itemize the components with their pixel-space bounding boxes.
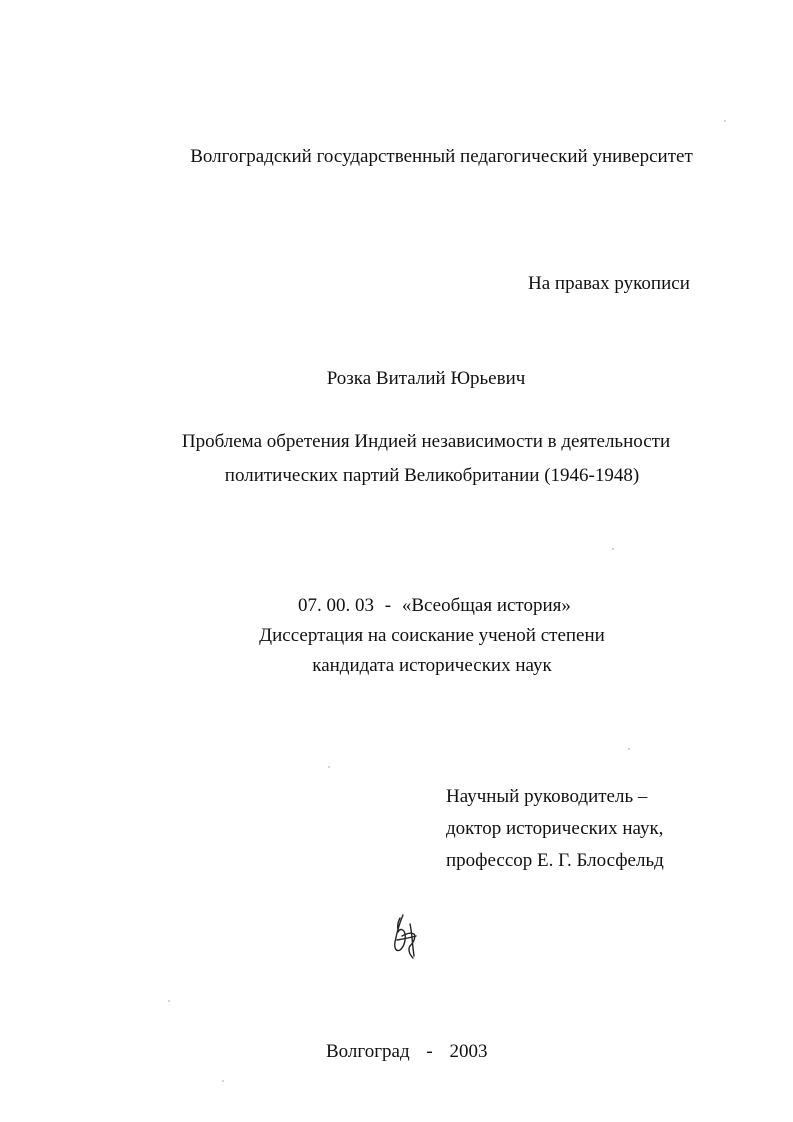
specialty-separator: - [384,595,392,616]
supervisor-line-2: доктор исторических наук, [446,818,664,839]
university-name: Волгоградский государственный педагогический университет [190,146,693,167]
thesis-title-line-1: Проблема обретения Индией независимости в деятельности [181,431,671,452]
author-name: Розка Виталий Юрьевич [326,368,526,389]
footer-year: 2003 [449,1041,488,1062]
supervisor-line-1: Научный руководитель – [446,786,648,807]
specialty-code: 07. 00. 03 [298,595,374,616]
specialty-name: «Всеобщая история» [401,595,571,616]
manuscript-rights-note: На правах рукописи [528,273,690,294]
thesis-title-line-2: политических партий Великобритании (1946-1948) [224,465,640,486]
specialty [298,596,571,615]
signature-mark [388,912,424,964]
degree-line-1: Диссертация на соискание ученой степени [259,625,605,646]
degree-line-2: кандидата исторических наук [312,655,552,676]
footer-city: Волгоград [326,1041,410,1062]
footer-city-year [326,1042,487,1061]
supervisor-line-3: профессор Е. Г. Блосфельд [446,850,664,871]
footer-separator: - [426,1041,433,1062]
